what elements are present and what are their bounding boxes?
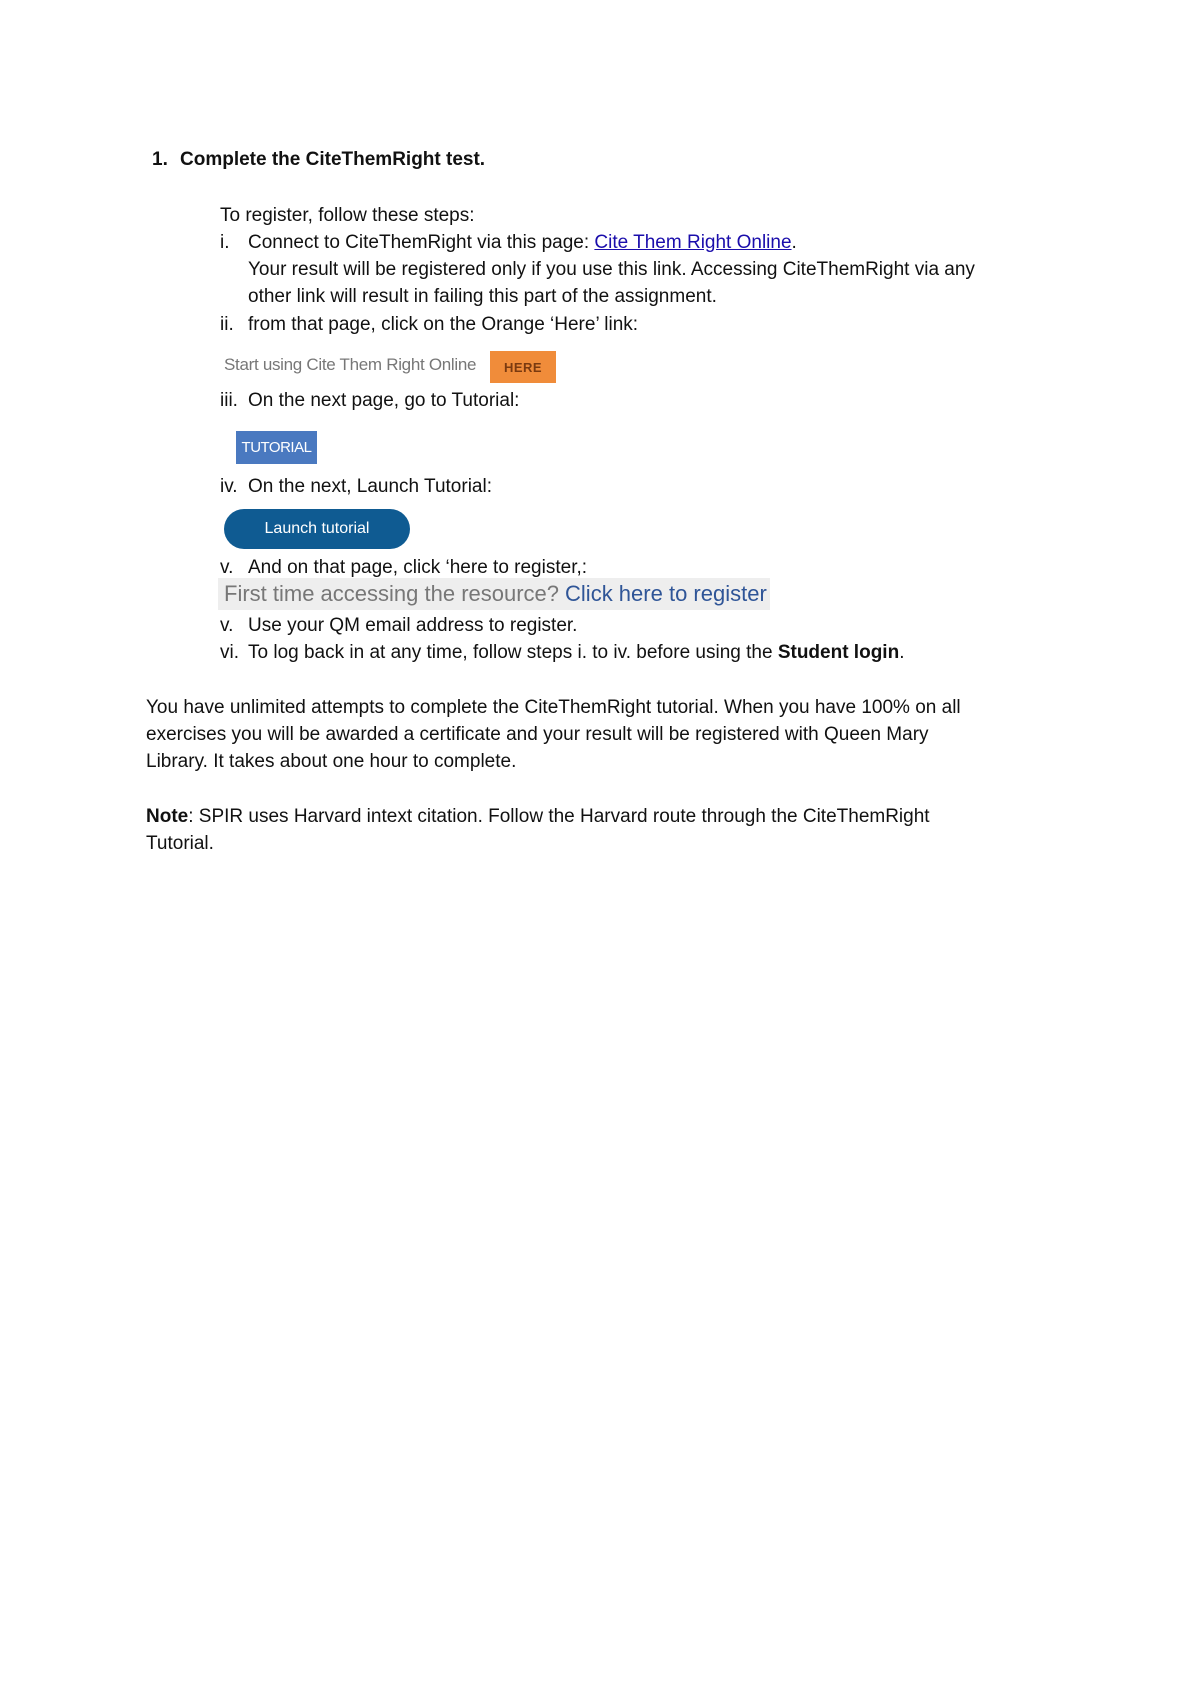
step-3-marker: iii. (220, 390, 238, 411)
student-login-text: Student login (777, 642, 900, 663)
step-7-marker: vi. (220, 642, 239, 663)
note-line-2: Tutorial. (146, 833, 214, 854)
heading-number: 1. (152, 149, 168, 170)
note-text: : SPIR uses Harvard intext citation. Follow the Harvard route through the CiteThemRight (188, 806, 930, 827)
step-5-marker: v. (220, 557, 234, 578)
step-6-text: Use your QM email address to register. (248, 615, 578, 636)
step-2-marker: ii. (220, 314, 234, 335)
start-using-screenshot (218, 349, 558, 383)
step-3 (220, 389, 519, 413)
cite-them-right-link[interactable]: Cite Them Right Online (594, 232, 792, 253)
step-7: vi. To log back in at any time, follow steps i. to iv. before using the Student login. (220, 642, 905, 663)
note-line-1 (146, 805, 930, 829)
step-5-text: And on that page, click ‘here to register,: (248, 557, 588, 578)
tutorial-button[interactable]: TUTORIAL (236, 431, 317, 464)
step-4 (220, 475, 492, 499)
step-1: i. Connect to CiteThemRight via this page: Cite Them Right Online. (220, 232, 797, 253)
step-2-text: from that page, click on the Orange ‘Here’ link: (248, 314, 639, 335)
step-1-marker: i. (220, 232, 230, 253)
note-label: Note (146, 806, 189, 827)
paragraph-line-3: Library. It takes about one hour to complete. (146, 751, 517, 772)
heading (152, 148, 485, 172)
heading-text: Complete the CiteThemRight test. (180, 149, 486, 170)
step-7-text: To log back in at any time, follow steps i. to iv. before using the (248, 642, 778, 663)
start-using-text: Start using Cite Them Right Online (224, 355, 477, 374)
step-1-note-line-2: other link will result in failing this part of the assignment. (248, 286, 717, 307)
register-screenshot (218, 578, 770, 610)
step-1-note-line-1: Your result will be registered only if you use this link. Accessing CiteThemRight via any (248, 259, 975, 280)
register-prefix: First time accessing the resource? (224, 581, 560, 606)
step-1-text: Connect to CiteThemRight via this page: (248, 232, 595, 253)
step-2 (220, 313, 638, 337)
step-4-marker: iv. (220, 476, 238, 497)
step-6 (220, 614, 577, 638)
paragraph-line-1: You have unlimited attempts to complete the CiteThemRight tutorial. When you have 100% on all (146, 697, 961, 718)
intro-text: To register, follow these steps: (220, 205, 475, 226)
step-3-text: On the next page, go to Tutorial: (248, 390, 520, 411)
step-6-marker: v. (220, 615, 234, 636)
launch-tutorial-button[interactable]: Launch tutorial (224, 509, 410, 549)
paragraph-line-2: exercises you will be awarded a certificate and your result will be registered with Queen Mary (146, 724, 929, 745)
step-5 (220, 556, 587, 580)
click-here-to-register-link[interactable]: Click here to register (565, 581, 767, 606)
here-button[interactable]: HERE (490, 351, 556, 383)
step-4-text: On the next, Launch Tutorial: (248, 476, 492, 497)
